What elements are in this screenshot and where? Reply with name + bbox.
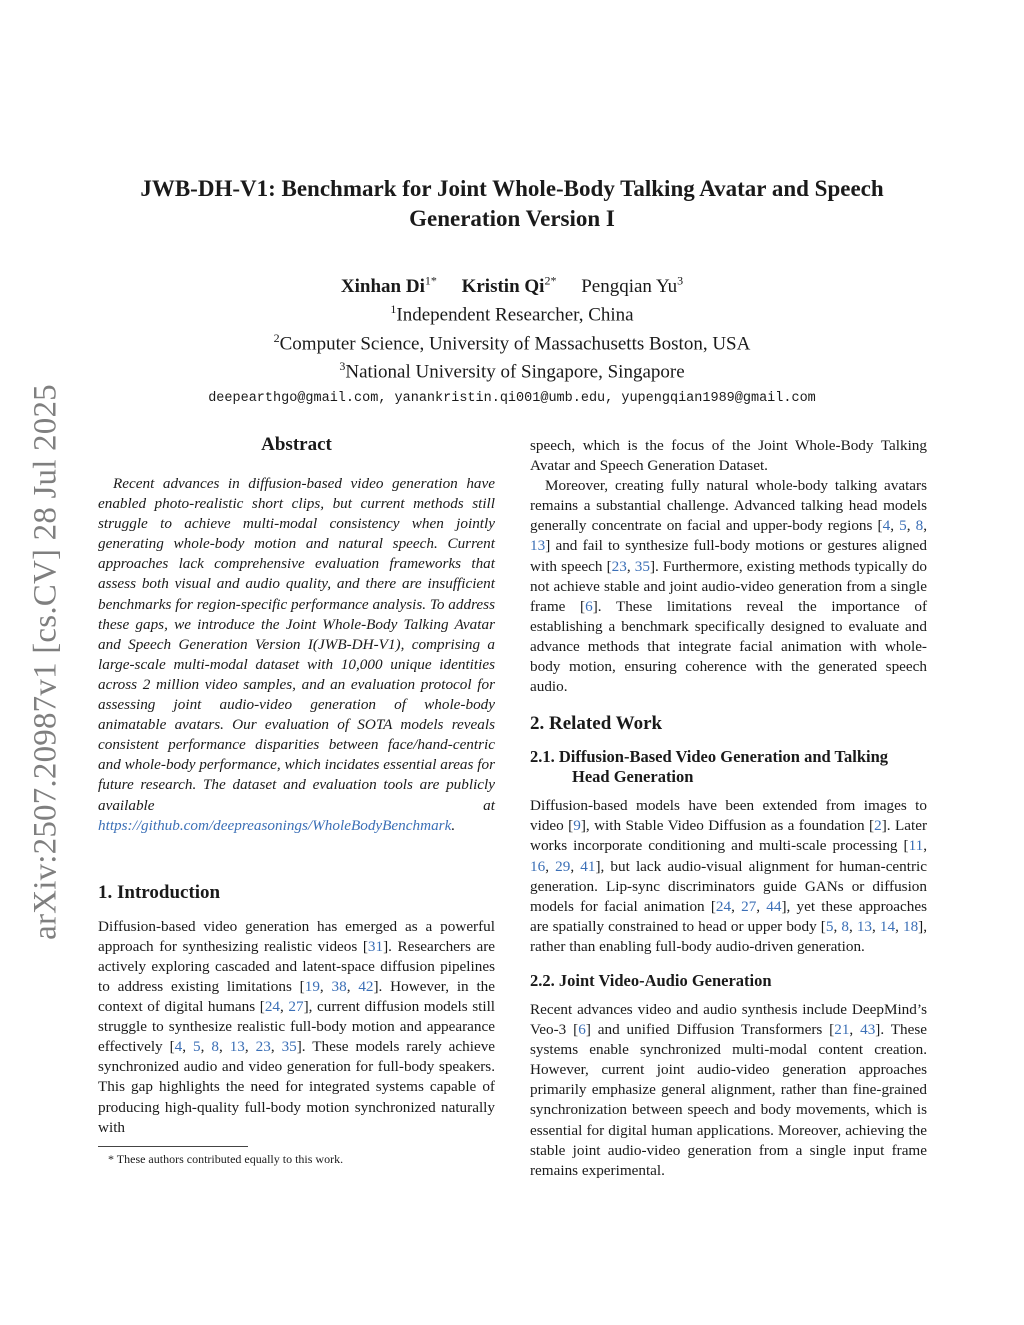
author-block xyxy=(100,270,924,410)
affiliation-3: $^3$National University of Singapore, Singapore xyxy=(339,358,685,383)
citation-link[interactable]: 18 xyxy=(902,917,919,935)
affiliation-2: $^2$Computer Science, University of Massachusetts Boston, USA xyxy=(273,330,751,354)
citation-link[interactable]: 16 xyxy=(530,857,546,875)
paragraph-text: ] and fail to synthesize full-body motions or gestures aligned with speech [ xyxy=(530,537,927,575)
paragraph-text: , xyxy=(731,897,742,915)
paragraph-text: , xyxy=(270,1038,282,1056)
paragraph-text: ]. These systems enable synchronized multi-modal content creation. However, current joint audio-video generation approaches primarily emphasize general alignment, rather than fine-grained synchronization between speech and body movements, which is essential for digital human applications. Moreover, achieving the stable joint audio-video generation from a single input frame remains experimental. xyxy=(530,1021,928,1179)
paragraph-text: , xyxy=(570,857,581,875)
paragraph-text: , xyxy=(280,998,289,1016)
citation-link[interactable]: 13 xyxy=(229,1038,245,1056)
arxiv-identifier-stamp: arXiv:2507.20987v1 [cs.CV] 28 Jul 2025 xyxy=(27,384,64,940)
citation-link[interactable]: 38 xyxy=(331,977,347,995)
subsection-2-1-heading: 2.1. Diffusion-Based Video Generation and Talking Head Generation xyxy=(530,747,889,787)
citation-link[interactable]: 23 xyxy=(255,1038,271,1056)
citation-link[interactable]: 6 xyxy=(585,597,593,615)
paragraph-text: , xyxy=(849,1021,861,1039)
subsection-2-2-heading: 2.2. Joint Video-Audio Generation xyxy=(530,970,772,990)
footnote-divider xyxy=(98,1146,248,1147)
title-line-1: JWB-DH-V1: Benchmark for Joint Whole-Body Talking Avatar and Speech xyxy=(140,176,884,201)
introduction-heading: 1. Introduction xyxy=(98,881,221,903)
author-emails: deepearthgo@gmail.com, yanankristin.qi001@umb.edu, yupengqian1989@gmail.com xyxy=(208,391,816,407)
paragraph-text: , xyxy=(895,917,903,935)
citation-link[interactable]: 13 xyxy=(530,537,546,555)
author-3: Pengqian Yu$^3$ xyxy=(581,274,684,298)
paragraph-text: , xyxy=(545,857,556,875)
paragraph-text: , xyxy=(626,557,635,575)
author-list xyxy=(100,270,924,298)
paragraph-text: ], current diffusion models still struggle to synthesize realistic full-body motion and appearance effectively [ xyxy=(98,998,496,1056)
paragraph-text: , xyxy=(182,1038,193,1056)
citation-link[interactable]: 31 xyxy=(367,937,384,955)
citation-link[interactable]: 14 xyxy=(879,917,896,935)
citation-link[interactable]: 27 xyxy=(288,998,304,1016)
paragraph-text: ], with Stable Video Diffusion as a foundation [ xyxy=(580,817,875,835)
paragraph-text: ], but lack audio-visual alignment for human-centric generation. Lip-sync discriminators guide GANs or diffusion models for facial animation [ xyxy=(530,857,928,915)
citation-link[interactable]: 8 xyxy=(915,517,924,535)
citation-link[interactable]: 8 xyxy=(211,1038,219,1056)
citation-link[interactable]: 41 xyxy=(580,857,596,875)
citation-link[interactable]: 27 xyxy=(741,897,757,915)
paragraph-text: ] and unified Diffusion Transformers [ xyxy=(585,1021,835,1039)
citation-link[interactable]: 4 xyxy=(174,1038,183,1056)
citation-link[interactable]: 5 xyxy=(899,517,907,535)
citation-link[interactable]: 24 xyxy=(715,897,732,915)
citation-link[interactable]: 21 xyxy=(834,1021,850,1039)
paragraph-text: , xyxy=(244,1038,256,1056)
author-2: Kristin $Qi^{2*}$ xyxy=(461,274,557,298)
citation-link[interactable]: 35 xyxy=(634,557,650,575)
paragraph-text: ]. Furthermore, existing methods typically do not achieve stable and joint audio-video generation from a single frame [ xyxy=(530,557,928,615)
citation-link[interactable]: 8 xyxy=(841,917,849,935)
paragraph-text: ]. These models rarely achieve synchronized audio and video generation for full-body speakers. This gap highlights the need for integrated systems capable of producing high-quality full-body motion synchronized naturally with xyxy=(98,1038,496,1136)
subsection-2-2-paragraph xyxy=(530,1000,927,1181)
dataset-link[interactable]: https://github.com/deepreasonings/WholeBodyBenchmark xyxy=(98,816,452,834)
paragraph-text: , xyxy=(833,917,842,935)
subsection-2-1-paragraph xyxy=(530,796,927,957)
abstract-text: Recent advances in diffusion-based video generation have enabled photo-realistic short clips, but current methods still struggle to achieve multi-modal consistency when jointly generating whole-body motion and natural speech. Current approaches lack comprehensive evaluation frameworks that assess both visual and audio quality, and there are insufficient benchmarks for region-specific performance analysis. To address these gaps, we introduce the Joint Whole-Body Talking Avatar and Speech Generation Version I(JWB-DH-V1), comprising a large-scale multi-modal dataset with 10,000 unique identities across 2 million video samples, and an evaluation protocol for assessing joint audio-video generation of whole-body animatable avatars. Our evaluation of SOTA models reveals consistent performance disparities between face/hand-centric and whole-body performance, which incidates essential areas for future research. The dataset and evaluation tools are publicly available at https://github.com/deepreasonings/WholeBodyBenchmark. xyxy=(98,475,495,834)
citation-link[interactable]: 24 xyxy=(264,998,280,1016)
affiliation-1: $^1$Independent Researcher, China xyxy=(390,302,634,326)
paragraph-text: Recent advances video and audio synthesis include DeepMind’s Veo-3 [ xyxy=(530,1000,927,1039)
paragraph-text: Diffusion-based models have been extended from images to video [ xyxy=(530,797,927,835)
paragraph-text: , xyxy=(200,1038,212,1056)
footnote: * These authors contributed equally to this work. xyxy=(108,1151,344,1166)
citation-link[interactable]: 35 xyxy=(281,1038,297,1056)
citation-link[interactable]: 5 xyxy=(193,1038,201,1056)
citation-link[interactable]: 5 xyxy=(825,917,834,935)
paragraph-text: , xyxy=(923,517,928,535)
citation-link[interactable]: 44 xyxy=(766,897,782,915)
paragraph-text: ]. Later works incorporate conditioning and multi-scale processing [ xyxy=(530,817,927,855)
paper-title xyxy=(100,174,924,234)
title-line-2: Generation Version I xyxy=(409,206,615,231)
left-column xyxy=(98,434,495,1167)
citation-link[interactable]: 4 xyxy=(882,517,891,535)
paragraph-text: ]. Researchers are actively exploring cascaded and latent-space diffusion pipelines to address existing limitations [ xyxy=(98,937,496,995)
paragraph-text: Moreover, creating fully natural whole-body talking avatars remains a substantial challenge. Advanced talking head models generally concentrate on facial and upper-body regions [ xyxy=(530,477,927,535)
paragraph-text: , xyxy=(872,917,880,935)
paragraph-text: ]. These limitations reveal the importance of establishing a benchmark specifically designed to evaluate and advance methods that integrate facial animation with whole-body motion, ensuring coherence with the generated speech audio. xyxy=(530,597,928,696)
citation-link[interactable]: 13 xyxy=(856,917,873,935)
citation-link[interactable]: 43 xyxy=(860,1021,876,1039)
paragraph-text: , xyxy=(756,897,767,915)
paragraph-text: , xyxy=(906,517,916,535)
intro-paragraph-2 xyxy=(530,476,927,697)
citation-link[interactable]: 19 xyxy=(304,977,320,995)
paragraph-text: , xyxy=(319,977,332,995)
citation-link[interactable]: 23 xyxy=(611,557,627,575)
citation-link[interactable]: 42 xyxy=(358,977,374,995)
citation-link[interactable]: 6 xyxy=(578,1021,586,1039)
paragraph-text: , xyxy=(218,1038,230,1056)
paragraph-text: Diffusion-based video generation has emerged as a powerful approach for synthesizing realistic videos [ xyxy=(98,917,495,955)
abstract-heading: Abstract xyxy=(261,434,332,455)
citation-link[interactable]: 29 xyxy=(555,857,571,875)
author-1: Xinhan $Di^{1*}$ xyxy=(340,274,437,298)
right-column xyxy=(530,436,927,1181)
paragraph-text: , xyxy=(890,517,900,535)
paragraph-text: , xyxy=(848,917,857,935)
paragraph-text: , xyxy=(923,837,927,855)
citation-link[interactable]: 9 xyxy=(573,817,581,835)
paragraph-text: ], rather than enabling full-body audio-driven generation. xyxy=(530,917,928,955)
paragraph-text: ]. However, in the context of digital humans [ xyxy=(98,977,496,1016)
paragraph-text: , xyxy=(346,977,359,995)
introduction-paragraph xyxy=(98,917,495,1138)
paragraph-text: ], yet these approaches are spatially constrained to head or upper body [ xyxy=(530,897,927,935)
related-work-heading: 2. Related Work xyxy=(530,713,663,735)
citation-link[interactable]: 11 xyxy=(908,837,924,855)
intro-continuation: speech, which is the focus of the Joint Whole-Body Talking Avatar and Speech Generation Dataset. xyxy=(530,437,927,475)
citation-link[interactable]: 2 xyxy=(874,817,882,835)
